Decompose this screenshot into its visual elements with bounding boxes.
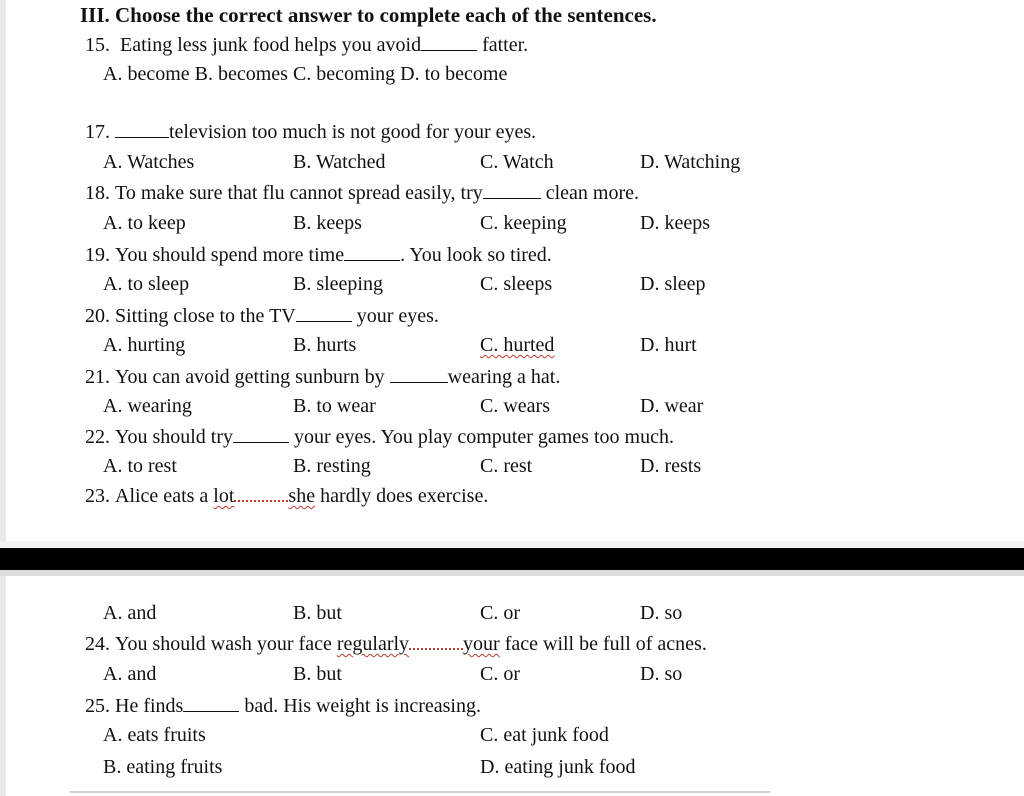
option-b: B. resting bbox=[293, 455, 371, 477]
answer-blank bbox=[409, 640, 463, 650]
question-text-post: fatter. bbox=[477, 34, 529, 56]
option-c: C. wears bbox=[480, 395, 550, 417]
question-text-post: bad. His weight is increasing. bbox=[239, 695, 481, 717]
option-b: B. keeps bbox=[293, 212, 362, 234]
question-text-pre: Eating less junk food helps you avoid bbox=[120, 34, 422, 56]
question-text-pre: He finds bbox=[115, 695, 184, 717]
question-number: 21. bbox=[85, 366, 110, 388]
option-c: C. or bbox=[480, 602, 520, 624]
option-b: B. hurts bbox=[293, 334, 357, 356]
answer-blank bbox=[233, 424, 289, 443]
question-text-post: your eyes. You play computer games too much. bbox=[289, 426, 674, 448]
question-text-pre: You should wash your face bbox=[115, 633, 337, 655]
option-c: C. or bbox=[480, 663, 520, 685]
option-c: C. sleeps bbox=[480, 273, 553, 295]
question-text-post: wearing a hat. bbox=[447, 366, 561, 388]
option-a: A. and bbox=[103, 663, 157, 685]
option-d: D. keeps bbox=[640, 212, 710, 234]
answer-blank bbox=[115, 119, 169, 138]
option-a: A. and bbox=[103, 602, 157, 624]
question-22 bbox=[85, 424, 674, 449]
option-b: B. but bbox=[293, 663, 342, 685]
question-number: 19. bbox=[85, 244, 110, 266]
question-number: 17. bbox=[85, 121, 110, 143]
page-bottom-rule bbox=[70, 791, 770, 793]
divider-shadow-top bbox=[0, 541, 1024, 548]
option-b: B. sleeping bbox=[293, 273, 383, 295]
option-d: D. sleep bbox=[640, 273, 706, 295]
answer-blank bbox=[421, 32, 477, 51]
marked-word: lot bbox=[213, 485, 235, 507]
option-d: D. eating junk food bbox=[480, 756, 636, 778]
question-number: 18. bbox=[85, 182, 110, 204]
question-number: 24. bbox=[85, 633, 110, 655]
option-c: C. eat junk food bbox=[480, 724, 609, 746]
marked-word: she bbox=[288, 485, 316, 507]
option-a: A. eats fruits bbox=[103, 724, 206, 746]
question-text-pre: You should try bbox=[115, 426, 233, 448]
question-18 bbox=[85, 180, 639, 205]
option-a: A. to rest bbox=[103, 455, 177, 477]
option-c: C. Watch bbox=[480, 151, 554, 173]
answer-blank bbox=[483, 180, 541, 199]
option-c: C. keeping bbox=[480, 212, 567, 234]
option-b: B. but bbox=[293, 602, 342, 624]
question-24 bbox=[85, 632, 707, 656]
option-a: A. to sleep bbox=[103, 273, 190, 295]
question-text-post: clean more. bbox=[540, 182, 640, 204]
answer-blank bbox=[344, 242, 400, 261]
question-text-pre: You can avoid getting sunburn by bbox=[115, 366, 390, 388]
page-divider-bar bbox=[0, 548, 1024, 570]
option-a: A. Watches bbox=[103, 151, 195, 173]
option-c: C. rest bbox=[480, 455, 533, 477]
question-19 bbox=[85, 242, 552, 267]
answer-blank bbox=[390, 364, 448, 383]
section-heading: III. Choose the correct answer to complete each of the sentences. bbox=[80, 3, 657, 27]
answer-blank bbox=[296, 303, 352, 322]
page-left-edge bbox=[0, 0, 6, 796]
question-text-post: face will be full of acnes. bbox=[499, 633, 707, 655]
option-b: B. eating fruits bbox=[103, 756, 223, 778]
option-d: D. Watching bbox=[640, 151, 741, 173]
question-text-post: hardly does exercise. bbox=[315, 485, 489, 507]
option-b: B. Watched bbox=[293, 151, 386, 173]
answer-blank bbox=[183, 693, 239, 712]
option-d: D. hurt bbox=[640, 334, 697, 356]
question-20 bbox=[85, 303, 439, 328]
option-a: A. hurting bbox=[103, 334, 186, 356]
option-c: C. hurted bbox=[480, 334, 555, 356]
question-number: 25. bbox=[85, 695, 110, 717]
question-15 bbox=[85, 32, 528, 57]
question-21 bbox=[85, 364, 560, 389]
question-17 bbox=[85, 119, 536, 144]
question-text-post: . You look so tired. bbox=[400, 244, 552, 266]
marked-word: your bbox=[463, 633, 500, 655]
option-d: D. so bbox=[640, 602, 683, 624]
question-number: 15. bbox=[85, 34, 110, 56]
question-text-post: your eyes. bbox=[351, 305, 439, 327]
divider-shadow-bottom bbox=[0, 570, 1024, 576]
question-text-post: television too much is not good for your eyes. bbox=[169, 121, 537, 143]
option-d: D. wear bbox=[640, 395, 704, 417]
question-15-options: A. become B. becomes C. becoming D. to become bbox=[103, 63, 508, 85]
question-number: 22. bbox=[85, 426, 110, 448]
option-a: A. to keep bbox=[103, 212, 186, 234]
question-text-pre: Sitting close to the TV bbox=[115, 305, 296, 327]
marked-word: regularly bbox=[336, 633, 410, 655]
option-a: A. wearing bbox=[103, 395, 192, 417]
question-25 bbox=[85, 693, 481, 718]
option-b: B. to wear bbox=[293, 395, 376, 417]
question-text-pre: Alice eats a bbox=[115, 485, 214, 507]
question-text-pre: To make sure that flu cannot spread easily, try bbox=[115, 182, 483, 204]
answer-blank bbox=[234, 492, 288, 502]
question-23 bbox=[85, 484, 488, 508]
option-d: D. rests bbox=[640, 455, 702, 477]
option-d: D. so bbox=[640, 663, 683, 685]
question-number: 20. bbox=[85, 305, 110, 327]
question-number: 23. bbox=[85, 485, 110, 507]
question-text-pre: You should spend more time bbox=[115, 244, 345, 266]
